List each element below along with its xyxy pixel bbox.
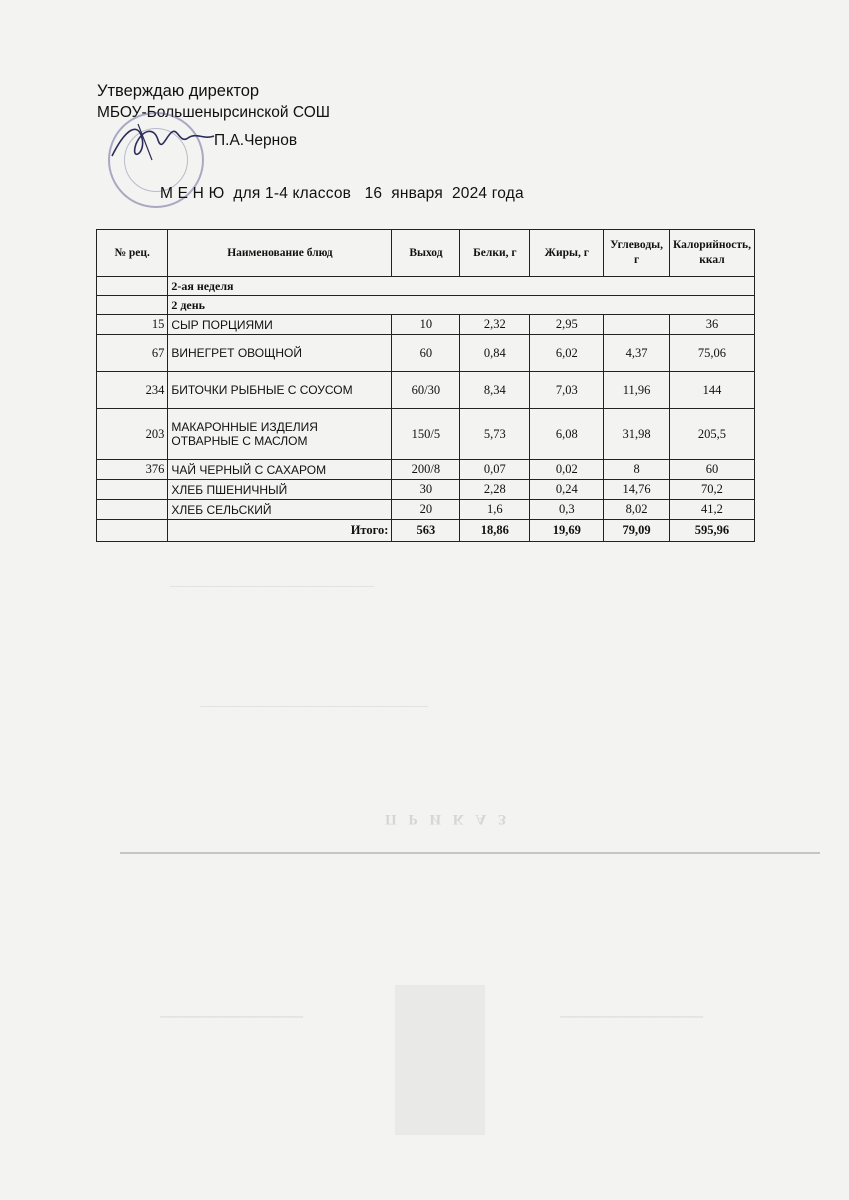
bleed-through-text: ——————————————————— — [200, 701, 428, 715]
table-row — [97, 335, 755, 372]
column-header: № рец. — [97, 230, 168, 277]
recipe-number: 203 — [97, 409, 168, 460]
calories-value: 205,5 — [669, 409, 754, 460]
total-fat: 19,69 — [530, 520, 604, 542]
total-carbs: 79,09 — [604, 520, 670, 542]
approval-title: Утверждаю директор — [97, 82, 260, 100]
recipe-number: 376 — [97, 460, 168, 480]
carbs-value — [604, 315, 670, 335]
column-header: Калорийность, ккал — [669, 230, 754, 277]
bleed-through-text: ————————————————— — [170, 581, 374, 595]
calories-value: 70,2 — [669, 480, 754, 500]
protein-value: 0,07 — [460, 460, 530, 480]
recipe-number: 15 — [97, 315, 168, 335]
week-label: 2-ая неделя — [168, 277, 755, 296]
carbs-value: 31,98 — [604, 409, 670, 460]
column-header: Белки, г — [460, 230, 530, 277]
fat-value: 2,95 — [530, 315, 604, 335]
portion-output: 20 — [392, 500, 460, 520]
column-header: Жиры, г — [530, 230, 604, 277]
dish-name: ВИНЕГРЕТ ОВОЩНОЙ — [168, 335, 392, 372]
day-row — [97, 296, 755, 315]
bleed-through-stamp-area — [395, 985, 485, 1135]
total-label: Итого: — [168, 520, 392, 542]
director-signature — [108, 118, 218, 168]
table-header-row — [97, 230, 755, 277]
total-calories: 595,96 — [669, 520, 754, 542]
bleed-through-text: П Р И К А З — [385, 811, 510, 827]
total-protein: 18,86 — [460, 520, 530, 542]
table-row — [97, 315, 755, 335]
total-row — [97, 520, 755, 542]
week-row — [97, 277, 755, 296]
carbs-value: 11,96 — [604, 372, 670, 409]
bleed-through-text: ——————————— — [160, 1011, 303, 1026]
calories-value: 144 — [669, 372, 754, 409]
table-row — [97, 372, 755, 409]
table-row — [97, 409, 755, 460]
calories-value: 75,06 — [669, 335, 754, 372]
portion-output: 200/8 — [392, 460, 460, 480]
fat-value: 0,24 — [530, 480, 604, 500]
protein-value: 1,6 — [460, 500, 530, 520]
calories-value: 41,2 — [669, 500, 754, 520]
column-header: Выход — [392, 230, 460, 277]
fat-value: 7,03 — [530, 372, 604, 409]
fat-value: 0,02 — [530, 460, 604, 480]
menu-table — [96, 229, 755, 542]
day-label: 2 день — [168, 296, 755, 315]
carbs-value: 8,02 — [604, 500, 670, 520]
approval-organization: МБОУ-Большенырсинской СОШ — [97, 104, 330, 121]
portion-output: 150/5 — [392, 409, 460, 460]
table-row — [97, 500, 755, 520]
protein-value: 2,28 — [460, 480, 530, 500]
column-header: Наименование блюд — [168, 230, 392, 277]
protein-value: 0,84 — [460, 335, 530, 372]
carbs-value: 4,37 — [604, 335, 670, 372]
bleed-through-line — [120, 852, 820, 854]
menu-title: М Е Н Ю для 1-4 классов 16 января 2024 года — [160, 185, 524, 202]
dish-name: СЫР ПОРЦИЯМИ — [168, 315, 392, 335]
dish-name: ЧАЙ ЧЕРНЫЙ С САХАРОМ — [168, 460, 392, 480]
portion-output: 30 — [392, 480, 460, 500]
table-row — [97, 480, 755, 500]
portion-output: 10 — [392, 315, 460, 335]
carbs-value: 8 — [604, 460, 670, 480]
fat-value: 6,02 — [530, 335, 604, 372]
carbs-value: 14,76 — [604, 480, 670, 500]
dish-name: ХЛЕБ ПШЕНИЧНЫЙ — [168, 480, 392, 500]
recipe-number: 67 — [97, 335, 168, 372]
portion-output: 60 — [392, 335, 460, 372]
dish-name: БИТОЧКИ РЫБНЫЕ С СОУСОМ — [168, 372, 392, 409]
column-header: Углеводы, г — [604, 230, 670, 277]
fat-value: 6,08 — [530, 409, 604, 460]
dish-name: МАКАРОННЫЕ ИЗДЕЛИЯ ОТВАРНЫЕ С МАСЛОМ — [168, 409, 392, 460]
portion-output: 60/30 — [392, 372, 460, 409]
protein-value: 8,34 — [460, 372, 530, 409]
recipe-number: 234 — [97, 372, 168, 409]
total-output: 563 — [392, 520, 460, 542]
fat-value: 0,3 — [530, 500, 604, 520]
bleed-through-text: ——————————— — [560, 1011, 703, 1026]
protein-value: 2,32 — [460, 315, 530, 335]
dish-name: ХЛЕБ СЕЛЬСКИЙ — [168, 500, 392, 520]
recipe-number — [97, 480, 168, 500]
recipe-number — [97, 500, 168, 520]
protein-value: 5,73 — [460, 409, 530, 460]
calories-value: 60 — [669, 460, 754, 480]
table-row — [97, 460, 755, 480]
calories-value: 36 — [669, 315, 754, 335]
approval-signer: П.А.Чернов — [214, 132, 298, 149]
